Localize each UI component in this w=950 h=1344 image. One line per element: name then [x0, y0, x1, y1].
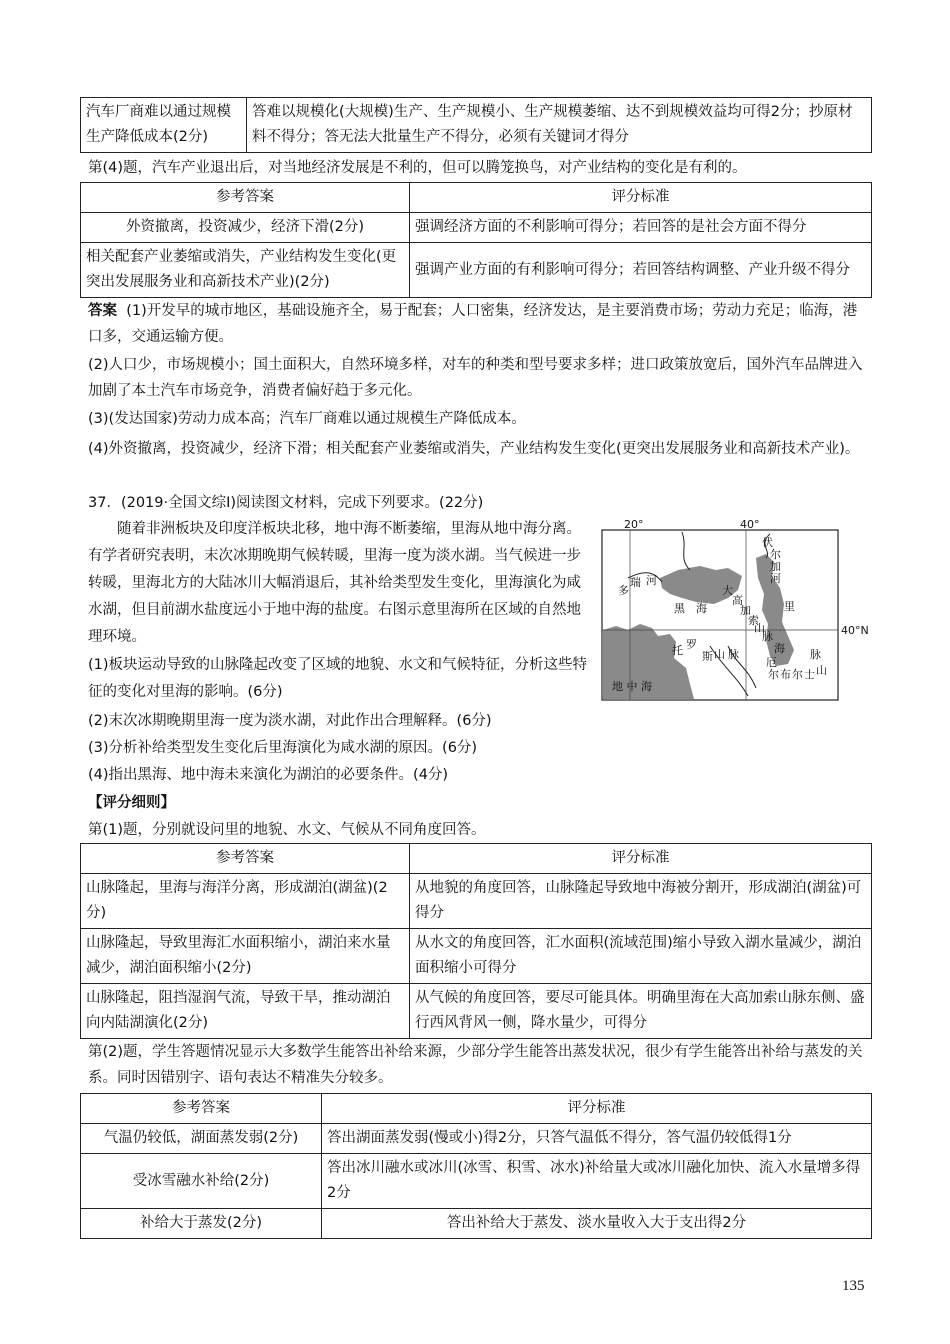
q4-intro: 第(4)题，汽车产业退出后，对当地经济发展是不利的，但可以腾笼换鸟，对产业结构的变化是有利的。	[88, 160, 747, 176]
elburz-label-1: 厄	[766, 656, 777, 669]
header-criterion: 评分标准	[410, 183, 872, 213]
criterion-cell: 答难以规模化(大规模)生产、生产规模小、生产规模萎缩、达不到规模效益均可得2分；抄原材料不得分；答无法大批量生产不得分，必须有关键词才得分	[247, 98, 872, 153]
header-criterion: 评分标准	[410, 844, 872, 874]
criterion-cell: 强调产业方面的有利影响可得分；若回答结构调整、产业升级不得分	[410, 243, 872, 298]
table-header	[81, 183, 872, 213]
table-top	[80, 97, 872, 153]
criterion-cell: 从地貌的角度回答，山脉隆起导致地中海被分割开，形成湖泊(湖盆)可得分	[410, 874, 872, 929]
header-answer: 参考答案	[81, 1094, 322, 1124]
elburz-label-3: 布	[780, 668, 791, 681]
table-row	[81, 213, 872, 243]
lon-40-label: 40°	[740, 518, 760, 531]
lon-20-label: 20°	[624, 518, 644, 531]
table-row	[81, 929, 872, 984]
caucasus-label-1: 大	[722, 584, 733, 597]
taurus-label-1: 托	[672, 644, 683, 657]
elburz-label-7: 脉	[810, 648, 821, 661]
criterion-cell: 从水文的角度回答，汇水面积(流域范围)缩小导致入湖水量减少，湖泊面积缩小可得分	[410, 929, 872, 984]
answer-cell: 汽车厂商难以通过规模生产降低成本(2分)	[81, 98, 247, 153]
ruihe-label-1: 瑞	[630, 576, 641, 589]
table-row	[81, 874, 872, 929]
volga-label-3: 加	[770, 560, 781, 573]
question-37-title: 37．(2019·全国文综Ⅰ)阅读图文材料，完成下列要求。(22分)	[88, 495, 484, 511]
table-header	[81, 844, 872, 874]
question-37-part3: (3)分析补给类型发生变化后里海演化为咸水湖的原因。(6分)	[88, 740, 478, 756]
blacksea-label-1: 黑	[674, 602, 685, 615]
answer-3: (3)(发达国家)劳动力成本高；汽车厂商难以通过规模生产降低成本。	[88, 411, 526, 427]
caucasus-label-4: 索	[748, 614, 759, 627]
table-row	[81, 1154, 872, 1209]
criterion-cell: 答出冰川融水或冰川(冰雪、积雪、冰水)补给量大或冰川融化加快、流入水量增多得2分	[322, 1154, 872, 1209]
answer-cell: 气温仍较低，湖面蒸发弱(2分)	[81, 1124, 322, 1154]
caucasus-label-2: 高	[732, 594, 743, 607]
med-label: 地 中 海	[612, 680, 652, 693]
header-answer: 参考答案	[81, 844, 410, 874]
table-header	[81, 1094, 872, 1124]
answer-1	[88, 298, 870, 350]
criterion-cell: 强调经济方面的不利影响可得分；若回答的是社会方面不得分	[410, 213, 872, 243]
volga-label-4: 河	[770, 572, 781, 585]
question-37-material: 随着非洲板块及印度洋板块北移，地中海不断萎缩，里海从地中海分离。有学者研究表明，末次冰期晚期气候转暖，里海一度为淡水湖。当气候进一步转暖，里海北方的大陆冰川大幅消退后，其补给类型发生变化，里海演化为咸水湖，但目前湖水盐度远小于地中海的盐度。右图示意里海所在区域的自然地理环境。	[88, 521, 581, 645]
duo-label: 多	[618, 584, 629, 597]
table-q1	[80, 843, 872, 1039]
question-37-part1: (1)板块运动导致的山脉隆起改变了区域的地貌、水文和气候特征，分析这些特征的变化对里海的影响。(6分)	[88, 657, 588, 700]
blacksea-label-2: 海	[696, 602, 707, 615]
answer-cell: 外资撤离，投资减少，经济下滑(2分)	[81, 213, 410, 243]
caucasus-label-3: 加	[740, 604, 751, 617]
answer-cell: 相关配套产业萎缩或消失，产业结构发生变化(更突出发展服务业和高新技术产业)(2分)	[81, 243, 410, 298]
caspian-region-map	[598, 518, 880, 704]
caucasus-label-6: 脉	[762, 630, 773, 643]
elburz-label-6: 山	[816, 664, 827, 677]
answer-1-text: (1)开发早的城市地区，基础设施齐全，易于配套；人口密集，经济发达，是主要消费市场；劳动力充足；临海，港口多，交通运输方便。	[88, 303, 858, 345]
table-q2	[80, 1093, 872, 1239]
page-number: 135	[842, 1278, 865, 1294]
elburz-label-4: 尔	[792, 668, 803, 681]
answer-cell: 受冰雪融水补给(2分)	[81, 1154, 322, 1209]
criterion-cell: 答出湖面蒸发弱(慢或小)得2分，只答气温低不得分，答气温仍较低得1分	[322, 1124, 872, 1154]
answer-cell: 山脉隆起，阻挡湿润气流，导致干旱，推动湖泊向内陆湖演化(2分)	[81, 984, 410, 1039]
question-37-part4: (4)指出黑海、地中海未来演化为湖泊的必要条件。(4分)	[88, 767, 449, 783]
elburz-label-5: 士	[804, 668, 815, 681]
scoring-title: 【评分细则】	[88, 795, 175, 811]
table-row	[81, 98, 872, 153]
caspian-label-2: 海	[774, 642, 785, 655]
header-criterion: 评分标准	[322, 1094, 872, 1124]
table-row	[81, 243, 872, 298]
q2-intro: 第(2)题，学生答题情况显示大多数学生能答出补给来源，少部分学生能答出蒸发状况，很少有学生能答出补给与蒸发的关系。同时因错别字、语句表达不精准失分较多。	[88, 1044, 863, 1086]
answer-label: 答案	[88, 303, 117, 319]
answer-cell: 山脉隆起，里海与海洋分离，形成湖泊(湖盆)(2分)	[81, 874, 410, 929]
taurus-label-4: 山	[714, 648, 725, 661]
table-row	[81, 984, 872, 1039]
taurus-label-3: 斯	[702, 650, 713, 663]
table-q4	[80, 182, 872, 298]
answer-cell: 补给大于蒸发(2分)	[81, 1209, 322, 1239]
elburz-label-2: 尔	[768, 668, 779, 681]
answer-cell: 山脉隆起，导致里海汇水面积缩小，湖泊来水量减少，湖泊面积缩小(2分)	[81, 929, 410, 984]
header-answer: 参考答案	[81, 183, 410, 213]
taurus-label-2: 罗	[686, 638, 697, 651]
criterion-cell: 答出补给大于蒸发、淡水量收入大于支出得2分	[322, 1209, 872, 1239]
table-row	[81, 1209, 872, 1239]
volga-label-2: 尔	[770, 548, 781, 561]
table-row	[81, 1124, 872, 1154]
criterion-cell: 从气候的角度回答，要尽可能具体。明确里海在大高加索山脉东侧、盛行西风背风一侧，降水量少，可得分	[410, 984, 872, 1039]
q1-intro: 第(1)题，分别就设问里的地貌、水文、气候从不同角度回答。	[88, 822, 486, 838]
question-37-part2: (2)末次冰期晚期里海一度为淡水湖，对此作出合理解释。(6分)	[88, 713, 492, 729]
taurus-label-5: 脉	[728, 648, 739, 661]
caspian-label-1: 里	[784, 600, 795, 613]
caucasus-label-5: 山	[754, 622, 765, 635]
ruihe-label-2: 河	[646, 574, 657, 587]
volga-label-1: 伏	[762, 536, 773, 549]
lat-40-label: 40°N	[841, 624, 869, 637]
answer-4: (4)外资撤离，投资减少，经济下滑；相关配套产业萎缩或消失，产业结构发生变化(更突出发展服务业和高新技术产业)。	[88, 441, 860, 457]
answer-2: (2)人口少，市场规模小；国土面积大，自然环境多样，对车的种类和型号要求多样；进口政策放宽后，国外汽车品牌进入加剧了本土汽车市场竞争，消费者偏好趋于多元化。	[88, 357, 863, 399]
